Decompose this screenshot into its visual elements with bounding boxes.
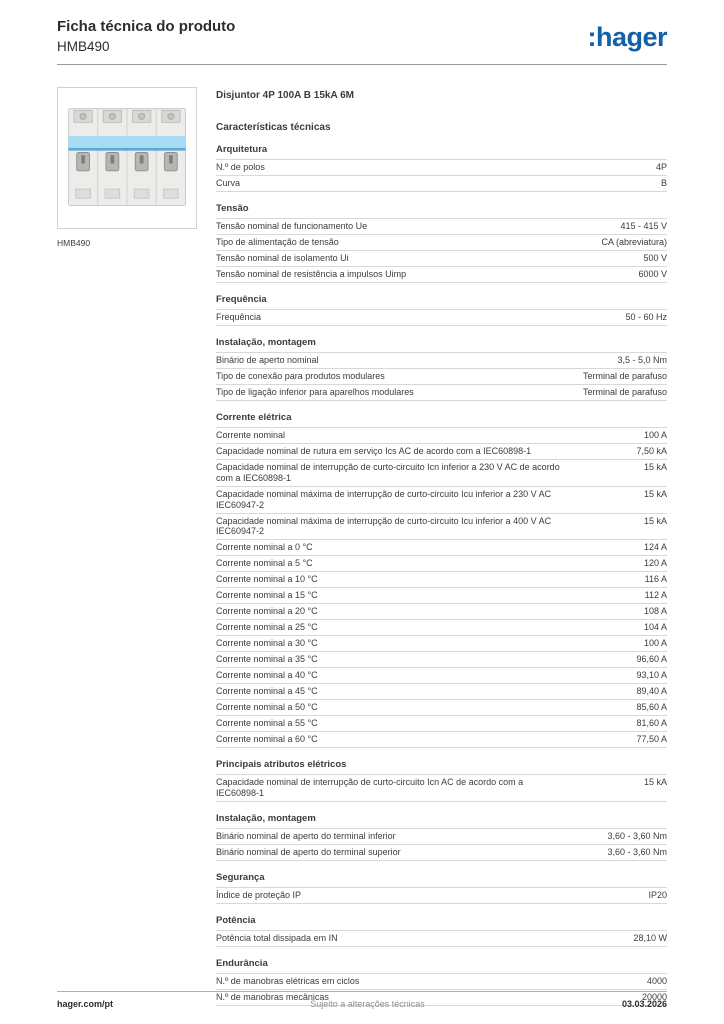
spec-label: Potência total dissipada em IN	[216, 932, 338, 943]
spec-value: 3,60 - 3,60 Nm	[607, 846, 667, 857]
spec-value: 96,60 A	[636, 654, 667, 665]
spec-row	[216, 369, 667, 385]
spec-value: 15 kA	[643, 515, 667, 526]
spec-row	[216, 572, 667, 588]
spec-row	[216, 385, 667, 401]
spec-label: Capacidade nominal de interrupção de curto-circuito Icn inferior a 230 V AC de acordo com a IEC60898-1	[216, 461, 560, 483]
header	[0, 0, 724, 54]
footer-link[interactable]: hager.com/pt	[57, 999, 114, 1009]
spec-label: Frequência	[216, 311, 262, 322]
spec-value: Terminal de parafuso	[582, 386, 667, 397]
spec-row	[216, 732, 667, 748]
spec-row	[216, 487, 667, 514]
footer-note: Sujeito a alterações técnicas	[310, 999, 425, 1009]
page-title: Ficha técnica do produto	[57, 18, 236, 35]
spec-label: Binário nominal de aperto do terminal inferior	[216, 830, 396, 841]
header-titles	[57, 18, 235, 54]
spec-row	[216, 251, 667, 267]
spec-label: Binário nominal de aperto do terminal superior	[216, 846, 401, 857]
content	[0, 65, 724, 1006]
spec-row	[216, 604, 667, 620]
spec-row	[216, 652, 667, 668]
spec-column	[216, 87, 667, 1006]
spec-row	[216, 700, 667, 716]
spec-value: CA (abreviatura)	[601, 236, 667, 247]
footer	[57, 991, 667, 1009]
spec-row	[216, 931, 667, 947]
spec-row	[216, 668, 667, 684]
spec-value: 120 A	[643, 558, 667, 569]
spec-value: 104 A	[643, 622, 667, 633]
spec-value: 15 kA	[643, 461, 667, 472]
spec-value: 6000 V	[638, 268, 667, 279]
spec-label: Corrente nominal a 5 °C	[216, 558, 313, 569]
spec-value: 4P	[655, 162, 667, 172]
spec-value: 7,50 kA	[636, 445, 667, 456]
section-title: Frequência	[216, 294, 667, 310]
spec-label: Tipo de alimentação de tensão	[216, 236, 339, 247]
circuit-breaker-illustration	[63, 94, 191, 222]
spec-row	[216, 829, 667, 845]
spec-label: Capacidade nominal de interrupção de curto-circuito Icn AC de acordo com a IEC60898-1	[216, 777, 524, 798]
section-title: Principais atributos elétricos	[216, 759, 667, 775]
spec-label: Capacidade nominal máxima de interrupção de curto-circuito Icu inferior a 230 V AC IEC60947-2	[216, 488, 552, 510]
spec-label: Corrente nominal a 35 °C	[216, 654, 318, 665]
tech-characteristics-title: Características técnicas	[216, 122, 331, 133]
spec-label: N.º de polos	[216, 162, 265, 172]
spec-label: Tipo de conexão para produtos modulares	[216, 370, 385, 381]
spec-label: Corrente nominal a 25 °C	[216, 622, 318, 633]
product-image	[57, 87, 197, 229]
spec-label: Corrente nominal a 0 °C	[216, 542, 313, 553]
spec-sections	[216, 144, 667, 1006]
spec-row	[216, 267, 667, 283]
spec-row	[216, 588, 667, 604]
section-title: Instalação, montagem	[216, 337, 667, 353]
spec-label: Corrente nominal a 55 °C	[216, 718, 318, 729]
spec-value: 15 kA	[643, 488, 667, 499]
spec-label: Corrente nominal a 45 °C	[216, 686, 318, 697]
spec-label: Índice de proteção IP	[216, 889, 302, 900]
spec-label: Tensão nominal de funcionamento Ue	[216, 220, 368, 231]
spec-row	[216, 514, 667, 541]
spec-label: Corrente nominal	[216, 429, 286, 440]
spec-value: 15 kA	[643, 777, 667, 788]
spec-value: 415 - 415 V	[620, 220, 667, 231]
spec-row	[216, 160, 667, 176]
spec-row	[216, 235, 667, 251]
spec-label: Corrente nominal a 40 °C	[216, 670, 318, 681]
spec-row	[216, 974, 667, 990]
spec-row	[216, 219, 667, 235]
footer-date: 03.03.2026	[621, 999, 667, 1009]
spec-row	[216, 460, 667, 487]
spec-value: IP20	[648, 889, 667, 900]
spec-label: Corrente nominal a 50 °C	[216, 702, 318, 713]
spec-label: N.º de manobras mecânicas	[216, 991, 329, 1002]
spec-row	[216, 444, 667, 460]
section-title: Endurância	[216, 958, 667, 974]
spec-row	[216, 556, 667, 572]
spec-value: 20000	[641, 991, 667, 1002]
spec-row	[216, 888, 667, 904]
spec-value: B	[660, 177, 667, 188]
product-code: HMB490	[57, 39, 110, 54]
section-title: Corrente elétrica	[216, 412, 667, 428]
spec-row	[216, 428, 667, 444]
spec-row	[216, 620, 667, 636]
spec-value: 77,50 A	[636, 734, 667, 745]
spec-label: Tensão nominal de resistência a impulsos Uimp	[216, 268, 407, 279]
spec-row	[216, 176, 667, 192]
section-title: Segurança	[216, 872, 667, 888]
section-title: Tensão	[216, 203, 667, 219]
spec-label: Corrente nominal a 20 °C	[216, 606, 318, 617]
section-title: Potência	[216, 915, 667, 931]
product-image-caption: HMB490	[57, 238, 91, 248]
spec-label: Binário de aperto nominal	[216, 354, 319, 365]
spec-row	[216, 845, 667, 861]
spec-label: Corrente nominal a 30 °C	[216, 638, 318, 649]
spec-value: 81,60 A	[636, 718, 667, 729]
spec-value: 124 A	[643, 542, 667, 553]
spec-row	[216, 716, 667, 732]
spec-row	[216, 310, 667, 326]
spec-label: Corrente nominal a 60 °C	[216, 734, 318, 745]
spec-label: Curva	[216, 177, 241, 188]
section-title: Instalação, montagem	[216, 813, 667, 829]
spec-row	[216, 353, 667, 369]
spec-value: 500 V	[643, 252, 667, 263]
spec-value: Terminal de parafuso	[582, 370, 667, 381]
spec-value: 112 A	[644, 590, 667, 601]
spec-label: Tensão nominal de isolamento Ui	[216, 252, 349, 263]
hager-logo: :hager	[587, 22, 667, 52]
spec-value: 3,60 - 3,60 Nm	[607, 830, 667, 841]
spec-row	[216, 684, 667, 700]
spec-value: 100 A	[643, 638, 667, 649]
spec-value: 28,10 W	[633, 932, 667, 943]
spec-label: Capacidade nominal máxima de interrupção de curto-circuito Icu inferior a 400 V AC IEC60947-2	[216, 515, 552, 537]
product-image-column	[57, 87, 197, 248]
spec-row	[216, 775, 667, 802]
spec-value: 108 A	[643, 606, 667, 617]
spec-row	[216, 540, 667, 556]
spec-value: 93,10 A	[636, 670, 667, 681]
spec-value: 50 - 60 Hz	[625, 311, 667, 322]
spec-label: Tipo de ligação inferior para aparelhos modulares	[216, 386, 414, 397]
spec-value: 89,40 A	[636, 686, 667, 697]
spec-label: Capacidade nominal de rutura em serviço Ics AC de acordo com a IEC60898-1	[216, 445, 532, 456]
spec-value: 100 A	[643, 429, 667, 440]
spec-row	[216, 636, 667, 652]
product-name: Disjuntor 4P 100A B 15kA 6M	[216, 90, 355, 101]
spec-value: 85,60 A	[636, 702, 667, 713]
spec-label: N.º de manobras elétricas em ciclos	[216, 975, 360, 986]
spec-value: 116 A	[644, 574, 667, 585]
spec-label: Corrente nominal a 15 °C	[216, 590, 318, 601]
section-title: Arquitetura	[216, 144, 667, 160]
spec-value: 3,5 - 5,0 Nm	[617, 354, 667, 365]
spec-label: Corrente nominal a 10 °C	[216, 574, 318, 585]
spec-value: 4000	[646, 975, 667, 986]
